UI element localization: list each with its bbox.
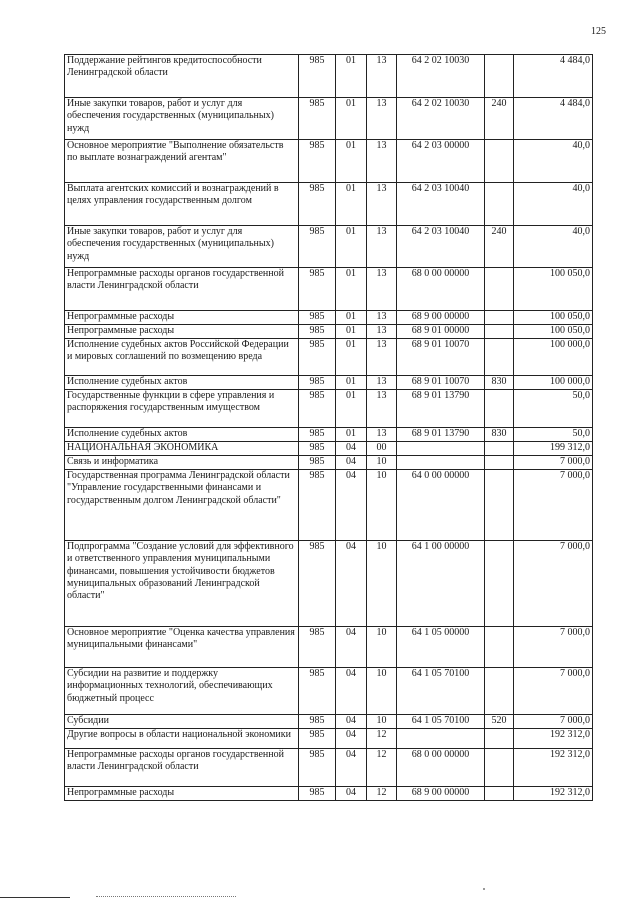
cell-target-code: 64 1 00 00000 [397,541,485,627]
cell-admin-code: 985 [299,325,336,339]
cell-amount: 7 000,0 [514,627,593,668]
cell-target-code: 64 2 02 10030 [397,98,485,140]
cell-name: Выплата агентских комиссий и вознаграждений в целях управления государственным долгом [65,183,299,226]
cell-target-code: 68 9 01 13790 [397,428,485,442]
cell-amount: 100 000,0 [514,339,593,376]
cell-expense-type [485,442,514,456]
cell-subsection: 13 [367,311,397,325]
cell-target-code [397,729,485,749]
cell-expense-type: 520 [485,715,514,729]
cell-amount: 100 050,0 [514,325,593,339]
cell-name: Непрограммные расходы органов государственной власти Ленинградской области [65,749,299,787]
table-row [65,442,593,456]
table-row [65,55,593,98]
cell-amount: 100 050,0 [514,268,593,311]
cell-expense-type: 830 [485,376,514,390]
cell-target-code: 64 2 03 10040 [397,226,485,268]
cell-target-code: 68 0 00 00000 [397,749,485,787]
table-row [65,325,593,339]
cell-subsection: 13 [367,325,397,339]
cell-name: Основное мероприятие "Оценка качества управления муниципальными финансами" [65,627,299,668]
cell-expense-type [485,729,514,749]
cell-amount: 4 484,0 [514,55,593,98]
cell-target-code: 64 1 05 70100 [397,715,485,729]
cell-amount: 7 000,0 [514,715,593,729]
cell-target-code: 68 9 01 00000 [397,325,485,339]
cell-section: 04 [336,627,367,668]
cell-amount: 4 484,0 [514,98,593,140]
cell-admin-code: 985 [299,55,336,98]
cell-subsection: 13 [367,339,397,376]
cell-admin-code: 985 [299,787,336,801]
cell-amount: 7 000,0 [514,541,593,627]
cell-subsection: 10 [367,456,397,470]
cell-target-code [397,442,485,456]
cell-expense-type [485,183,514,226]
scan-mark [483,888,485,890]
cell-name: Исполнение судебных актов Российской Федерации и мировых соглашений по возмещению вреда [65,339,299,376]
cell-admin-code: 985 [299,428,336,442]
cell-expense-type [485,311,514,325]
cell-amount: 40,0 [514,140,593,183]
cell-section: 01 [336,325,367,339]
table-row [65,183,593,226]
footer-dotted-line [96,896,236,897]
cell-subsection: 13 [367,55,397,98]
cell-name: Связь и информатика [65,456,299,470]
cell-target-code: 68 9 01 10070 [397,376,485,390]
cell-section: 01 [336,226,367,268]
cell-amount: 40,0 [514,183,593,226]
cell-expense-type [485,541,514,627]
cell-section: 01 [336,268,367,311]
table-row [65,226,593,268]
cell-target-code: 64 1 05 00000 [397,627,485,668]
table-row [65,456,593,470]
cell-amount: 7 000,0 [514,470,593,541]
cell-admin-code: 985 [299,749,336,787]
cell-target-code: 64 1 05 70100 [397,668,485,715]
cell-subsection: 13 [367,390,397,428]
cell-subsection: 13 [367,183,397,226]
cell-amount: 100 000,0 [514,376,593,390]
cell-subsection: 13 [367,428,397,442]
cell-section: 04 [336,456,367,470]
cell-expense-type [485,55,514,98]
cell-name: Непрограммные расходы [65,787,299,801]
cell-amount: 192 312,0 [514,787,593,801]
cell-target-code: 64 2 03 10040 [397,183,485,226]
cell-name: Государственные функции в сфере управления и распоряжения государственным имуществом [65,390,299,428]
table-row [65,390,593,428]
cell-section: 01 [336,339,367,376]
cell-name: Исполнение судебных актов [65,428,299,442]
cell-subsection: 10 [367,627,397,668]
cell-subsection: 13 [367,226,397,268]
cell-admin-code: 985 [299,140,336,183]
cell-target-code: 68 9 00 00000 [397,787,485,801]
cell-name: Государственная программа Ленинградской области "Управление государственными финансами и государственным долгом Ленинградской области" [65,470,299,541]
cell-target-code: 64 0 00 00000 [397,470,485,541]
cell-name: Непрограммные расходы [65,311,299,325]
table-row [65,339,593,376]
cell-section: 04 [336,442,367,456]
cell-name: Исполнение судебных актов [65,376,299,390]
cell-amount: 7 000,0 [514,668,593,715]
cell-section: 04 [336,470,367,541]
cell-expense-type [485,470,514,541]
cell-expense-type [485,749,514,787]
cell-admin-code: 985 [299,470,336,541]
cell-admin-code: 985 [299,311,336,325]
cell-name: Субсидии на развитие и поддержку информационных технологий, обеспечивающих бюджетный процесс [65,668,299,715]
cell-subsection: 13 [367,268,397,311]
cell-expense-type [485,390,514,428]
cell-section: 01 [336,311,367,325]
cell-subsection: 13 [367,98,397,140]
cell-section: 04 [336,749,367,787]
cell-target-code: 68 9 01 10070 [397,339,485,376]
table-row [65,98,593,140]
cell-section: 01 [336,428,367,442]
cell-amount: 50,0 [514,390,593,428]
cell-section: 01 [336,390,367,428]
table-row [65,470,593,541]
cell-subsection: 10 [367,470,397,541]
page-number: 125 [591,26,606,37]
cell-amount: 7 000,0 [514,456,593,470]
table-row [65,715,593,729]
cell-name: Иные закупки товаров, работ и услуг для обеспечения государственных (муниципальных) нужд [65,226,299,268]
cell-admin-code: 985 [299,339,336,376]
cell-admin-code: 985 [299,442,336,456]
cell-expense-type: 240 [485,98,514,140]
cell-name: Субсидии [65,715,299,729]
cell-amount: 192 312,0 [514,749,593,787]
cell-expense-type: 830 [485,428,514,442]
cell-subsection: 10 [367,541,397,627]
cell-admin-code: 985 [299,729,336,749]
cell-name: Непрограммные расходы [65,325,299,339]
cell-subsection: 12 [367,749,397,787]
cell-admin-code: 985 [299,376,336,390]
cell-admin-code: 985 [299,456,336,470]
cell-name: НАЦИОНАЛЬНАЯ ЭКОНОМИКА [65,442,299,456]
cell-section: 01 [336,55,367,98]
cell-expense-type [485,268,514,311]
cell-target-code: 64 2 03 00000 [397,140,485,183]
footer-rule [0,897,70,898]
cell-amount: 50,0 [514,428,593,442]
cell-section: 04 [336,787,367,801]
cell-admin-code: 985 [299,715,336,729]
cell-name: Поддержание рейтингов кредитоспособности Ленинградской области [65,55,299,98]
table-row [65,428,593,442]
cell-amount: 199 312,0 [514,442,593,456]
cell-target-code [397,456,485,470]
table-row [65,311,593,325]
table-row [65,541,593,627]
cell-expense-type [485,456,514,470]
table-row [65,749,593,787]
table-row [65,668,593,715]
cell-admin-code: 985 [299,541,336,627]
cell-section: 01 [336,376,367,390]
cell-expense-type [485,668,514,715]
cell-name: Подпрограмма "Создание условий для эффективного и ответственного управления муниципальными финансами, повышения устойчивости бюджетов муниципальных образований Ленинградской области" [65,541,299,627]
cell-admin-code: 985 [299,627,336,668]
cell-target-code: 68 9 00 00000 [397,311,485,325]
cell-subsection: 10 [367,668,397,715]
cell-subsection: 13 [367,140,397,183]
cell-section: 04 [336,729,367,749]
cell-expense-type: 240 [485,226,514,268]
table-row [65,627,593,668]
table-row [65,268,593,311]
cell-admin-code: 985 [299,668,336,715]
cell-name: Основное мероприятие "Выполнение обязательств по выплате вознаграждений агентам" [65,140,299,183]
cell-subsection: 00 [367,442,397,456]
cell-section: 01 [336,140,367,183]
cell-admin-code: 985 [299,390,336,428]
cell-target-code: 68 9 01 13790 [397,390,485,428]
cell-subsection: 13 [367,376,397,390]
table-row [65,140,593,183]
cell-expense-type [485,627,514,668]
cell-admin-code: 985 [299,268,336,311]
budget-table [64,54,593,801]
cell-target-code: 64 2 02 10030 [397,55,485,98]
table-row [65,376,593,390]
cell-section: 04 [336,715,367,729]
cell-subsection: 12 [367,729,397,749]
table-row [65,787,593,801]
cell-section: 04 [336,668,367,715]
cell-expense-type [485,325,514,339]
cell-name: Другие вопросы в области национальной экономики [65,729,299,749]
cell-name: Иные закупки товаров, работ и услуг для обеспечения государственных (муниципальных) нужд [65,98,299,140]
cell-amount: 40,0 [514,226,593,268]
cell-admin-code: 985 [299,226,336,268]
cell-section: 01 [336,183,367,226]
cell-section: 04 [336,541,367,627]
table-row [65,729,593,749]
cell-target-code: 68 0 00 00000 [397,268,485,311]
cell-admin-code: 985 [299,183,336,226]
cell-subsection: 12 [367,787,397,801]
cell-admin-code: 985 [299,98,336,140]
cell-amount: 192 312,0 [514,729,593,749]
cell-amount: 100 050,0 [514,311,593,325]
cell-expense-type [485,339,514,376]
cell-section: 01 [336,98,367,140]
cell-expense-type [485,140,514,183]
cell-expense-type [485,787,514,801]
cell-name: Непрограммные расходы органов государственной власти Ленинградской области [65,268,299,311]
cell-subsection: 10 [367,715,397,729]
